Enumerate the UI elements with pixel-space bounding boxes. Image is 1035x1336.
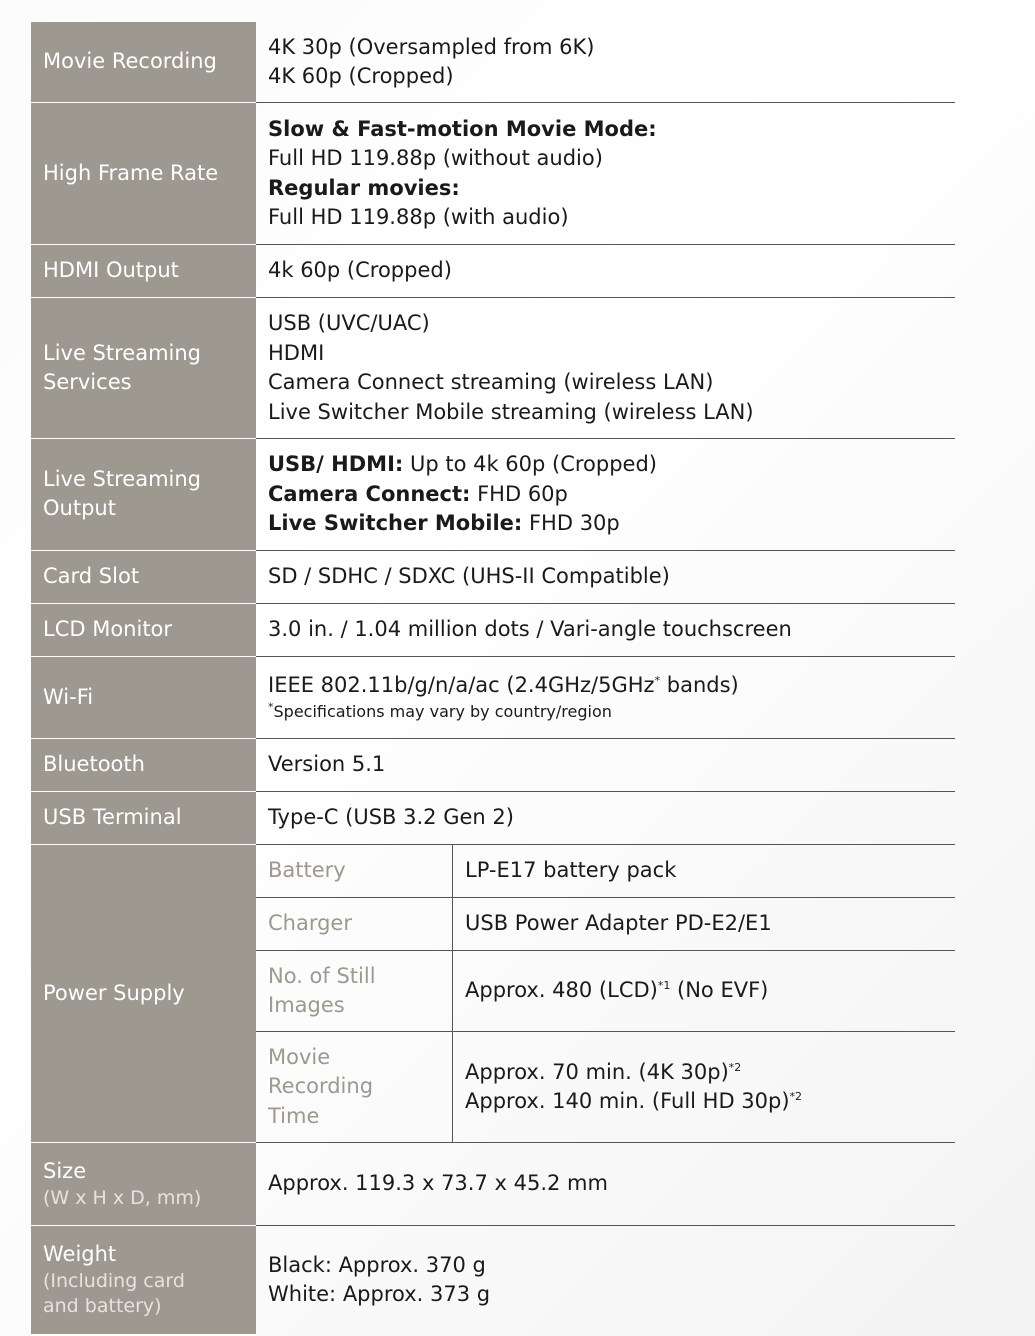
label-text: Movie Recording [43,49,217,74]
spec-row-wifi [31,657,955,739]
value-text: Approx. 140 min. (Full HD 30p) [465,1089,790,1114]
row-label [31,845,256,1144]
power-row-movie-time [256,1032,955,1142]
power-sub-value [453,951,955,1032]
row-value [256,298,955,438]
label-text: HDMI Output [43,258,179,283]
row-label [31,245,256,299]
spec-row-lcd-monitor [31,604,955,657]
row-value [256,1143,955,1225]
power-sub-value: USB Power Adapter PD-E2/E1 [465,910,772,935]
value-text: (No EVF) [670,978,769,1003]
row-label [31,739,256,793]
row-label [31,551,256,605]
value-line [268,509,943,539]
label-text: Wi-Fi [43,684,94,709]
value-line [268,480,943,510]
power-row-still-images [256,951,955,1033]
label-sub: (W x H x D, mm) [43,1186,202,1209]
value-text: FHD 30p [522,511,620,536]
value-line: 4K 60p (Cropped) [268,64,454,88]
spec-row-live-streaming-services [31,298,955,439]
label-line: No. of Still [268,963,376,988]
row-value [256,604,955,656]
power-row-charger [256,898,955,951]
label-line: Time [268,1103,320,1128]
row-value [256,1226,955,1334]
label-text: Size [43,1158,87,1183]
footnote-text: Specifications may vary by country/region [273,702,612,722]
power-row-battery [256,845,955,898]
footnote-mark: *2 [789,1090,803,1104]
label-text: Power Supply [43,980,185,1005]
footnote-mark: *1 [657,979,671,993]
row-label [31,439,256,552]
value-text: Up to 4k 60p (Cropped) [403,452,657,477]
power-sub-label: Battery [256,845,453,897]
spec-row-movie-recording [31,22,955,103]
value-line: White: Approx. 373 g [268,1282,491,1306]
value-text: Approx. 480 (LCD) [465,978,658,1003]
value-line: Type-C (USB 3.2 Gen 2) [268,805,514,830]
label-line: Services [43,369,132,394]
power-sub-value: LP-E17 battery pack [465,858,677,883]
label-text: Bluetooth [43,752,145,777]
spec-row-hdmi-output [31,245,955,298]
footnote-mark: *2 [728,1060,742,1074]
power-sub-label [256,951,453,1032]
value-line [268,450,943,480]
value-line: 4K 30p (Oversampled from 6K) [268,34,595,59]
spec-row-bluetooth [31,739,955,792]
spec-row-power-supply [31,845,955,1143]
spec-row-weight [31,1226,955,1334]
value-text: IEEE 802.11b/g/n/a/ac (2.4GHz/5GHz [268,672,655,697]
row-label [31,103,256,246]
row-value [256,439,955,550]
row-label [31,792,256,846]
footnote-mark: * [654,673,661,687]
label-sub: and battery) [43,1295,162,1318]
value-line: Full HD 119.88p (with audio) [268,205,569,229]
spec-table [31,22,955,1334]
power-subtable [256,845,955,1142]
row-value [256,22,955,102]
spec-row-usb-terminal [31,792,955,845]
value-line: SD / SDHC / SDXC (UHS-II Compatible) [268,564,670,589]
value-line: HDMI [268,340,325,365]
value-text: bands) [660,672,739,697]
row-label [31,1226,256,1336]
value-line: 4k 60p (Cropped) [268,258,452,283]
row-value [256,103,955,244]
value-line [465,1058,943,1088]
value-heading: Regular movies: [268,175,460,200]
spec-row-high-frame-rate [31,103,955,245]
label-sub: (Including card [43,1270,185,1293]
label-text: LCD Monitor [43,617,173,642]
label-text: USB Terminal [43,805,182,830]
value-line: 3.0 in. / 1.04 million dots / Vari-angle touchscreen [268,617,792,642]
label-text: Weight [43,1242,117,1267]
label-line: Recording [268,1074,374,1099]
label-line: Movie [268,1044,331,1069]
spec-row-size [31,1143,955,1226]
value-line: Black: Approx. 370 g [268,1252,486,1277]
value-key: Camera Connect: [268,481,471,506]
value-key: USB/ HDMI: [268,452,404,477]
label-text: Card Slot [43,564,140,589]
spec-row-live-streaming-output [31,439,955,551]
value-line: Camera Connect streaming (wireless LAN) [268,370,714,394]
label-line: Live Streaming [43,340,202,365]
power-sub-value [453,1032,955,1142]
row-label [31,1143,256,1227]
row-value [256,657,955,738]
value-key: Live Switcher Mobile: [268,511,523,536]
row-value [256,739,955,791]
label-line: Images [268,993,345,1018]
row-label [31,657,256,740]
value-line: Live Switcher Mobile streaming (wireless LAN) [268,399,754,424]
row-value [256,792,955,844]
row-value [256,551,955,603]
value-line [465,1087,943,1117]
value-line: Full HD 119.88p (without audio) [268,146,603,170]
spec-row-card-slot [31,551,955,604]
row-value [256,245,955,297]
footnote-line [268,700,943,724]
value-line: Approx. 119.3 x 73.7 x 45.2 mm [268,1171,608,1196]
value-line [268,671,943,701]
power-sub-label: Charger [256,898,453,950]
value-text: FHD 60p [470,481,568,506]
value-heading: Slow & Fast-motion Movie Mode: [268,116,657,141]
row-label [31,604,256,658]
footnote-mark: * [268,700,274,714]
value-line: Version 5.1 [268,752,386,777]
power-sub-label [256,1032,453,1142]
value-line [465,976,943,1006]
label-line: Live Streaming [43,467,202,492]
value-text: Approx. 70 min. (4K 30p) [465,1059,729,1084]
label-text: High Frame Rate [43,160,219,185]
label-line: Output [43,496,116,521]
row-label [31,22,256,104]
value-line: USB (UVC/UAC) [268,311,430,335]
row-label [31,298,256,440]
